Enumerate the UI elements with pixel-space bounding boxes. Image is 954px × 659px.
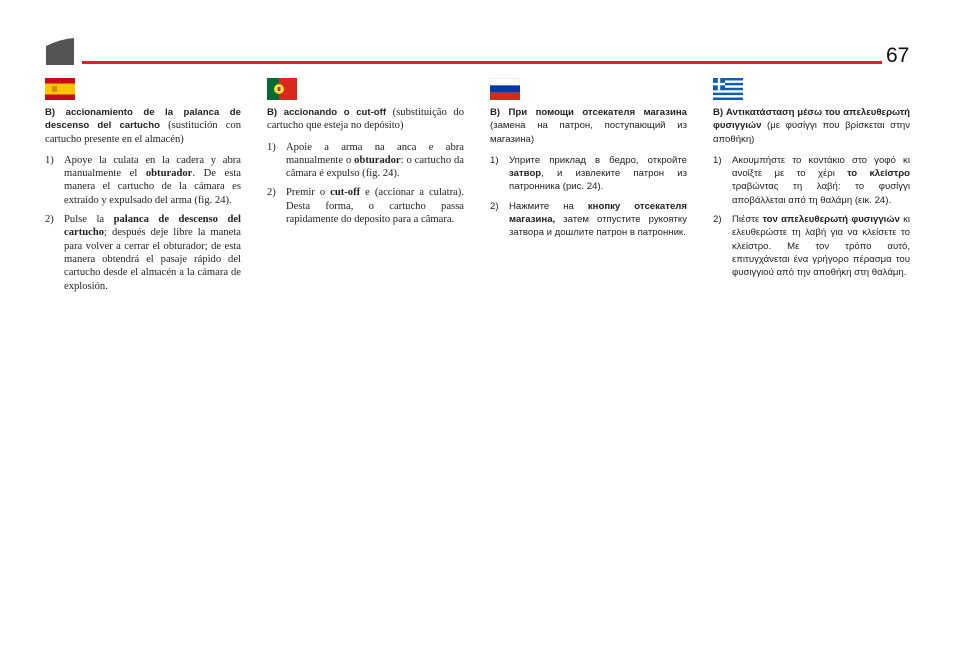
step-text-run: τραβώντας τη λαβή: το φυσίγγι αποβάλλεται από τη θαλάμη (εικ. 24). <box>732 181 910 206</box>
section-heading-note: (sustitución con cartucho presente en el almacén) <box>45 120 241 145</box>
step-text-run: затем отпустите рукоятку затвора и дошлите патрон в патронник. <box>509 214 687 239</box>
step-text-run: Нажмите на <box>509 200 588 212</box>
column-spanish <box>45 106 241 299</box>
section-heading <box>713 106 910 146</box>
column-greek <box>713 106 910 286</box>
step-text-run: Уприте приклад в бедро, откройте <box>509 154 687 166</box>
step-text-run: κι ελευθερώστε τη λαβή για να κλείσετε το κλείστρο. Με τον τρόπο αυτό, επιτυγχάνεται ένα γρήγορο πέρασμα του φυσιγγιού από την αποθήκη στη θαλάμη. <box>732 214 911 279</box>
step-text-emphasis: затвор <box>509 168 542 180</box>
step-number: 2) <box>45 214 54 226</box>
step-text-emphasis: кнопку отсекателя магазина, <box>509 200 687 226</box>
section-heading <box>490 106 687 146</box>
step-number: 1) <box>45 154 54 166</box>
step-text <box>64 154 241 207</box>
step-text <box>286 141 464 181</box>
step-text <box>64 213 241 293</box>
column-russian <box>490 106 687 246</box>
step-text-emphasis: το κλείστρο <box>847 168 910 180</box>
step-text-emphasis: cut-off <box>330 187 361 199</box>
step-text-run: , и извлеките патрон из патронника (рис. 24). <box>509 168 687 193</box>
step-text-run: Ακουμπήστε το κοντάκιο στο γοφό κι ανοίξτε με το χέρι <box>732 154 910 180</box>
step-text-emphasis: obturador <box>354 154 401 166</box>
step-number: 1) <box>490 154 499 166</box>
section-heading-bold: B) Αντικατάσταση μέσω του απελευθερωτή φυσιγγιών <box>713 107 910 132</box>
column-portuguese <box>267 106 464 232</box>
step-text-run: Apoye la culata en la cadera y abra manualmente el <box>64 154 241 180</box>
step-text <box>509 154 687 194</box>
step-number: 1) <box>713 154 722 166</box>
step-text <box>509 200 687 240</box>
section-heading <box>267 106 464 133</box>
portugal-flag-icon <box>267 78 297 100</box>
instruction-step <box>490 200 687 240</box>
step-text-emphasis: obturador <box>145 168 193 180</box>
step-text <box>732 154 910 207</box>
section-heading-bold: B) При помощи отсекателя магазина <box>490 107 687 118</box>
instruction-step <box>45 154 241 207</box>
step-text-emphasis: palanca de descenso del cartucho <box>64 214 241 239</box>
instruction-step <box>713 154 910 207</box>
instruction-step <box>490 154 687 194</box>
step-text-run: Πιέστε <box>732 214 763 226</box>
greece-flag-icon <box>713 78 743 100</box>
page-number: 67 <box>886 44 910 67</box>
instruction-step <box>45 213 241 293</box>
step-text-emphasis: τον απελευθερωτή φυσιγγιών <box>762 214 900 226</box>
step-text-run: Pulse la <box>64 214 114 226</box>
step-text-run: ; después deje libre la maneta para volver a cerrar el obturador; de esta manera obtendrá el pasaje rápido del cartucho desde el almacén a la cámara de explosión. <box>64 227 241 292</box>
header-rule <box>82 61 882 64</box>
section-heading-note: (με φυσίγγι που βρίσκεται στην αποθήκη) <box>713 120 910 145</box>
section-heading <box>45 106 241 146</box>
step-number: 2) <box>713 214 722 226</box>
russia-flag-icon <box>490 78 520 100</box>
manual-logo-icon <box>46 38 74 65</box>
instruction-step <box>713 213 910 279</box>
section-heading-bold: B) accionando o cut-off <box>267 107 387 118</box>
step-number: 2) <box>267 187 276 199</box>
section-heading-note: (substituição do cartucho que esteja no depósito) <box>267 107 464 132</box>
instruction-step <box>267 186 464 226</box>
step-text <box>732 213 910 279</box>
step-text-run: Premir o <box>286 187 331 199</box>
spain-flag-icon <box>45 78 75 100</box>
step-number: 1) <box>267 141 276 153</box>
step-text <box>286 186 464 226</box>
section-heading-note: (замена на патрон, поступающий из магазина) <box>490 120 687 145</box>
step-text-run: e (accionar a culatra). Desta forma, o cartucho passa rapidamente do deposito para a câmara. <box>286 187 464 226</box>
step-text-run: Apoie a arma na anca e abra manualmente o <box>286 141 464 166</box>
section-heading-bold: B) accionamiento de la palanca de descenso del cartucho <box>45 107 241 132</box>
step-number: 2) <box>490 200 499 212</box>
step-text-run: : o cartucho da câmara é expulso (fig. 24). <box>286 154 464 180</box>
instruction-step <box>267 141 464 181</box>
step-text-run: . De esta manera el cartucho de la cámara es extraído y expulsado del arma (fig. 24). <box>64 168 241 206</box>
